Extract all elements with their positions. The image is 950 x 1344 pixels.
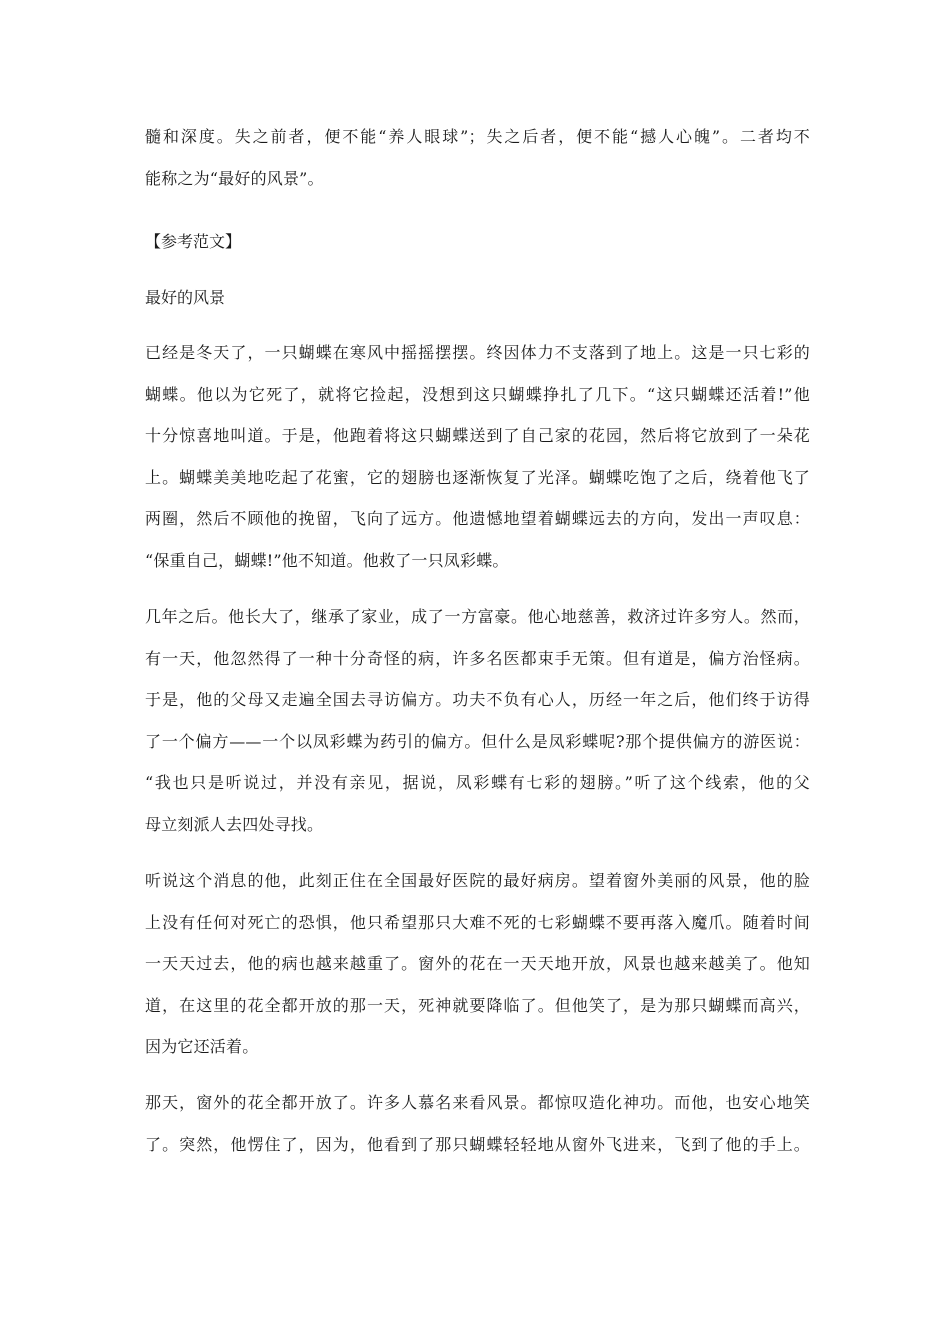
reference-heading: 【参考范文】 <box>145 232 242 251</box>
text-line: 髓和深度。失之前者，便不能“养人眼球”；失之后者，便不能“撼人心魄”。二者均不 <box>145 127 810 146</box>
text-line: 了一个偏方——一个以凤彩蝶为药引的偏方。但什么是凤彩蝶呢?那个提供偏方的游医说： <box>145 731 810 751</box>
text-line: 道，在这里的花全都开放的那一天，死神就要降临了。但他笑了，是为那只蝴蝶而高兴， <box>145 995 810 1015</box>
text-line: 有一天，他忽然得了一种十分奇怪的病，许多名医都束手无策。但有道是，偏方治怪病。 <box>145 648 810 668</box>
text-line: 了。突然，他愣住了，因为，他看到了那只蝴蝶轻轻地从窗外飞进来，飞到了他的手上。 <box>145 1134 810 1154</box>
text-line: 能称之为“最好的风景”。 <box>145 168 324 188</box>
text-line: 母立刻派人去四处寻找。 <box>145 814 324 834</box>
essay-paragraph-2 <box>145 596 810 845</box>
essay-paragraph-4 <box>145 1082 810 1165</box>
text-line: 听说这个消息的他，此刻正住在全国最好医院的最好病房。望着窗外美丽的风景，他的脸 <box>145 871 810 890</box>
text-line: 两圈，然后不顾他的挽留，飞向了远方。他遗憾地望着蝴蝶远去的方向，发出一声叹息： <box>145 509 810 528</box>
essay-paragraph-1 <box>145 332 810 581</box>
text-line: “保重自己，蝴蝶!”他不知道。他救了一只凤彩蝶。 <box>145 550 509 570</box>
text-line: 上。蝴蝶美美地吃起了花蜜，它的翅膀也逐渐恢复了光泽。蝴蝶吃饱了之后，绕着他飞了 <box>145 467 810 487</box>
text-line: “我也只是听说过，并没有亲见，据说，凤彩蝶有七彩的翅膀。”听了这个线索，他的父 <box>145 773 810 792</box>
essay-title: 最好的风景 <box>145 288 226 307</box>
text-line: 上没有任何对死亡的恐惧，他只希望那只大难不死的七彩蝴蝶不要再落入魔爪。随着时间 <box>145 912 810 932</box>
text-line: 一天天过去，他的病也越来越重了。窗外的花在一天天地开放，风景也越来越美了。他知 <box>145 954 810 973</box>
text-line: 于是，他的父母又走遍全国去寻访偏方。功夫不负有心人，历经一年之后，他们终于访得 <box>145 690 810 709</box>
text-line: 那天，窗外的花全都开放了。许多人慕名来看风景。都惊叹造化神功。而他，也安心地笑 <box>145 1093 810 1112</box>
text-line: 蝴蝶。他以为它死了，就将它捡起，没想到这只蝴蝶挣扎了几下。“这只蝴蝶还活着!”他 <box>145 384 810 404</box>
text-line: 几年之后。他长大了，继承了家业，成了一方富豪。他心地慈善，救济过许多穷人。然而， <box>145 607 810 626</box>
text-line: 十分惊喜地叫道。于是，他跑着将这只蝴蝶送到了自己家的花园，然后将它放到了一朵花 <box>145 426 810 445</box>
essay-paragraph-3 <box>145 860 810 1068</box>
intro-continued-paragraph <box>145 116 810 199</box>
text-line: 因为它还活着。 <box>145 1037 259 1056</box>
text-line: 已经是冬天了，一只蝴蝶在寒风中摇摇摆摆。终因体力不支落到了地上。这是一只七彩的 <box>145 343 810 362</box>
